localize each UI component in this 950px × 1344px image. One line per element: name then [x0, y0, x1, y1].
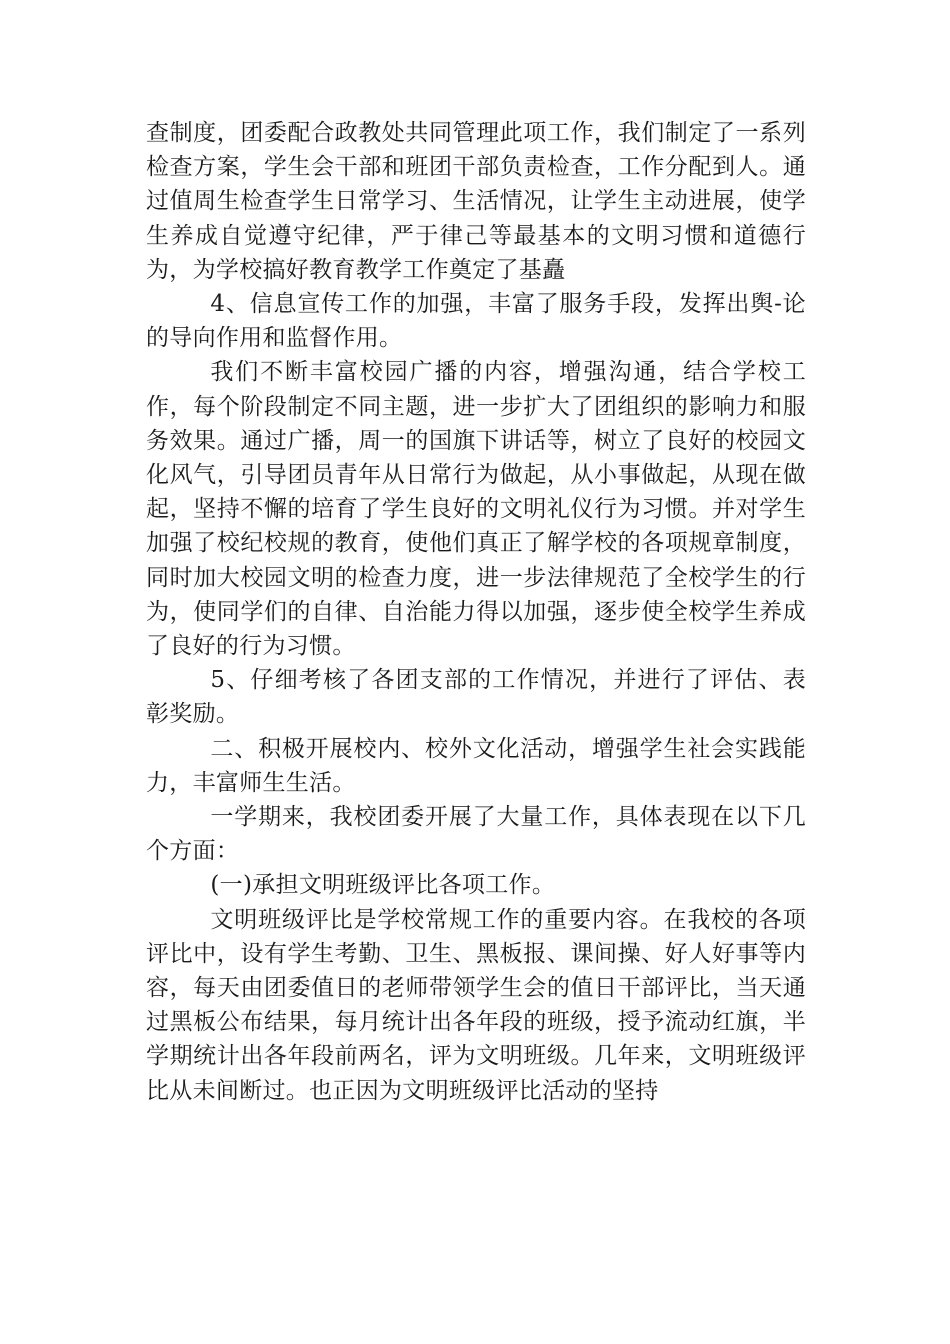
paragraph-continued-inspection-system: 查制度，团委配合政教处共同管理此项工作，我们制定了一系列检查方案，学生会干部和班团干部负责检查，工作分配到人。通过值周生检查学生日常学习、生活情况，让学生主动进展，使学生养成自觉遵守纪律，严于律己等最基本的文明习惯和道德行为，为学校搞好教育教学工作奠定了基矗	[146, 120, 806, 283]
paragraph-civilized-class-evaluation: 文明班级评比是学校常规工作的重要内容。在我校的各项评比中，设有学生考勤、卫生、黑板报、课间操、好人好事等内容，每天由团委值日的老师带领学生会的值日干部评比，当天通过黑板公布结果，每月统计出各年段的班级，授予流动红旗，半学期统计出各年段前两名，评为文明班级。几年来，文明班级评比从未间断过。也正因为文明班级评比活动的坚持	[146, 906, 806, 1104]
paragraph-campus-broadcast: 我们不断丰富校园广播的内容，增强沟通，结合学校工作，每个阶段制定不同主题，进一步扩大了团组织的影响力和服务效果。通过广播，周一的国旗下讲话等，树立了良好的校园文化风气，引导团员青年从日常行为做起，从小事做起，从现在做起，坚持不懈的培育了学生良好的文明礼仪行为习惯。并对学生加强了校纪校规的教育，使他们真正了解学校的各项规章制度，同时加大校园文明的检查力度，进一步法律规范了全校学生的行为，使同学们的自律、自治能力得以加强，逐步使全校学生养成了良好的行为习惯。	[146, 359, 806, 660]
paragraph-item-4-publicity: 4、信息宣传工作的加强，丰富了服务手段，发挥出舆-论的导向作用和监督作用。	[146, 291, 806, 352]
document-body	[146, 116, 806, 1108]
paragraph-semester-overview: 一学期来，我校团委开展了大量工作，具体表现在以下几个方面：	[146, 804, 806, 865]
subheading-one-civilized-class: (一)承担文明班级评比各项工作。	[210, 872, 556, 899]
paragraph-item-5-assessment: 5、仔细考核了各团支部的工作情况，并进行了评估、表彰奖励。	[146, 667, 806, 728]
section-heading-two-cultural-activities: 二、积极开展校内、校外文化活动，增强学生社会实践能力，丰富师生生活。	[146, 735, 806, 796]
